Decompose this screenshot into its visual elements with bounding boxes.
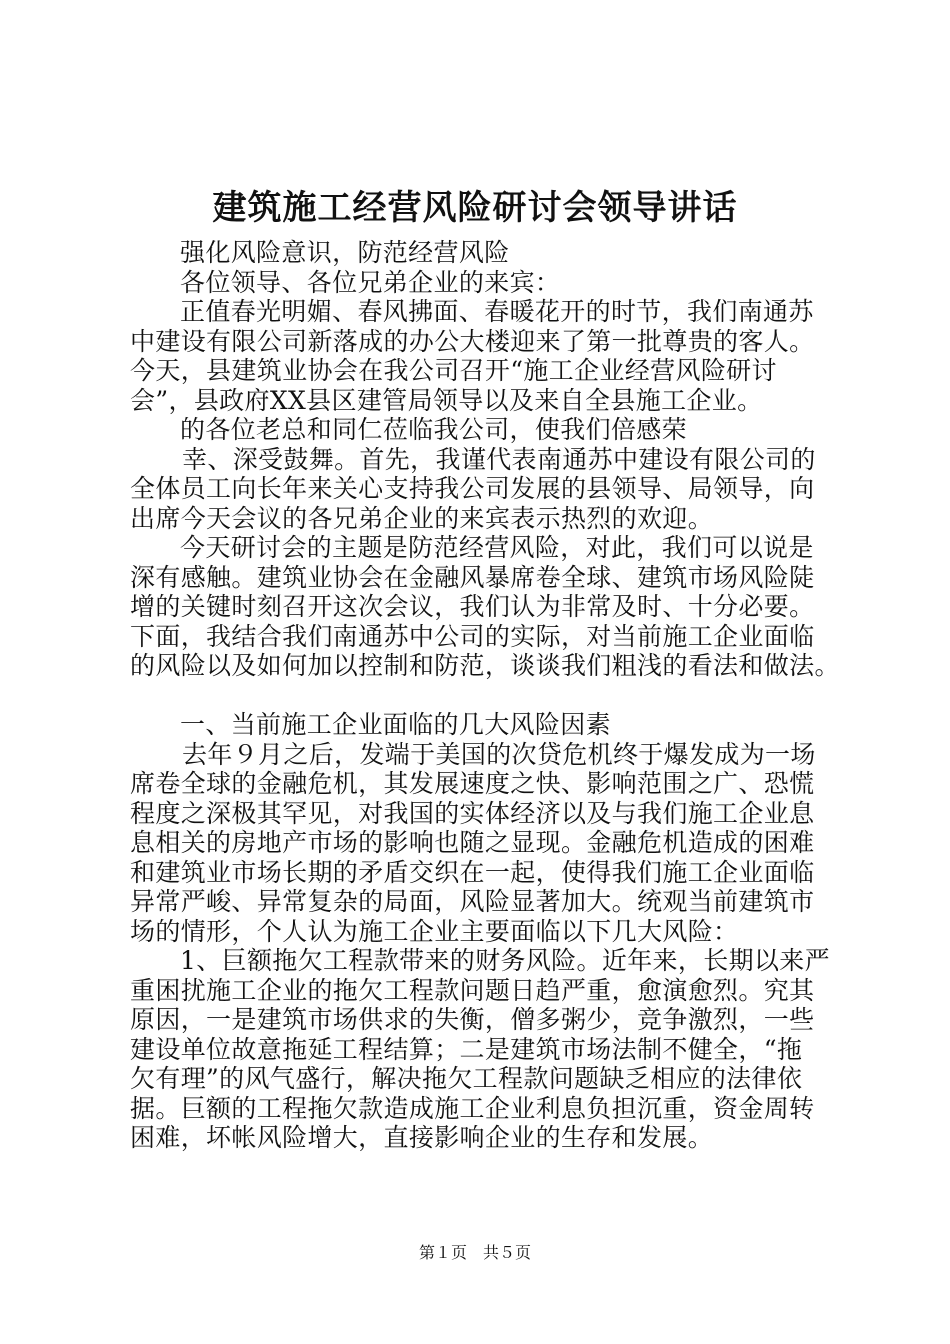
paragraph-line: 息相关的房地产市场的影响也随之显现。金融危机造成的困难 xyxy=(130,828,815,857)
paragraph-line: 去年９月之后，发端于美国的次贷危机终于爆发成为一场 xyxy=(182,739,816,769)
document-title: 建筑施工经营风险研讨会领导讲话 xyxy=(212,188,738,228)
paragraph-line: 席卷全球的金融危机，其发展速度之快、影响范围之广、恐慌 xyxy=(130,769,815,798)
subtitle-line: 强化风险意识，防范经营风险 xyxy=(180,238,510,267)
paragraph-line: 的风险以及如何加以控制和防范，谈谈我们粗浅的看法和做法。 xyxy=(130,651,840,680)
paragraph-line: 会”，县政府XX县区建管局领导以及来自全县施工企业。 xyxy=(130,385,763,415)
paragraph-line: 和建筑业市场长期的矛盾交织在一起，使得我们施工企业面临 xyxy=(130,857,815,887)
paragraph-line: 异常严峻、异常复杂的局面，风险显著加大。统观当前建筑市 xyxy=(130,887,815,916)
paragraph-line: 程度之深极其罕见，对我国的实体经济以及与我们施工企业息 xyxy=(130,798,815,828)
paragraph-line: 中建设有限公司新落成的办公大楼迎来了第一批尊贵的客人。 xyxy=(130,326,815,356)
paragraph-line: 出席今天会议的各兄弟企业的来宾表示热烈的欢迎。 xyxy=(130,503,714,533)
paragraph-line: 场的情形，个人认为施工企业主要面临以下几大风险： xyxy=(130,916,739,946)
paragraph-line: 增的关键时刻召开这次会议，我们认为非常及时、十分必要。 xyxy=(130,592,815,621)
paragraph-line: 今天研讨会的主题是防范经营风险，对此，我们可以说是 xyxy=(180,533,814,562)
paragraph-line: 深有感触。建筑业协会在金融风暴席卷全球、建筑市场风险陡 xyxy=(130,562,815,592)
page-footer: 第１页 共５页 xyxy=(418,1243,531,1262)
paragraph-line: 原因，一是建筑市场供求的失衡，僧多粥少，竞争激烈，一些 xyxy=(130,1005,815,1034)
paragraph-line: 重困扰施工企业的拖欠工程款问题日趋严重，愈演愈烈。究其 xyxy=(130,975,815,1005)
section-heading: 一、当前施工企业面临的几大风险因素 xyxy=(180,710,611,739)
blank-line xyxy=(130,681,842,711)
document-body xyxy=(130,238,842,1153)
paragraph-line: 幸、深受鼓舞。首先，我谨代表南通苏中建设有限公司的 xyxy=(182,444,816,474)
paragraph-line: 正值春光明媚、春风拂面、春暖花开的时节，我们南通苏 xyxy=(180,297,814,326)
paragraph-line: 欠有理”的风气盛行，解决拖欠工程款问题缺乏相应的法律依 xyxy=(130,1064,803,1093)
paragraph-line: 据。巨额的工程拖欠款造成施工企业利息负担沉重，资金周转 xyxy=(130,1093,815,1123)
paragraph-line: 全体员工向长年来关心支持我公司发展的县领导、局领导，向 xyxy=(130,474,815,503)
paragraph-line: 建设单位故意拖延工程结算；二是建筑市场法制不健全，“拖 xyxy=(130,1034,803,1064)
paragraph-line: 今天，县建筑业协会在我公司召开“施工企业经营风险研讨 xyxy=(130,356,777,385)
salutation-line: 各位领导、各位兄弟企业的来宾： xyxy=(180,267,561,297)
paragraph-line: 的各位老总和同仁莅临我公司，使我们倍感荣 xyxy=(180,415,688,444)
paragraph-line: 1、巨额拖欠工程款带来的财务风险。近年来，长期以来严 xyxy=(180,946,831,975)
paragraph-line: 下面，我结合我们南通苏中公司的实际，对当前施工企业面临 xyxy=(130,621,815,651)
paragraph-line: 困难，坏帐风险增大，直接影响企业的生存和发展。 xyxy=(130,1123,714,1152)
